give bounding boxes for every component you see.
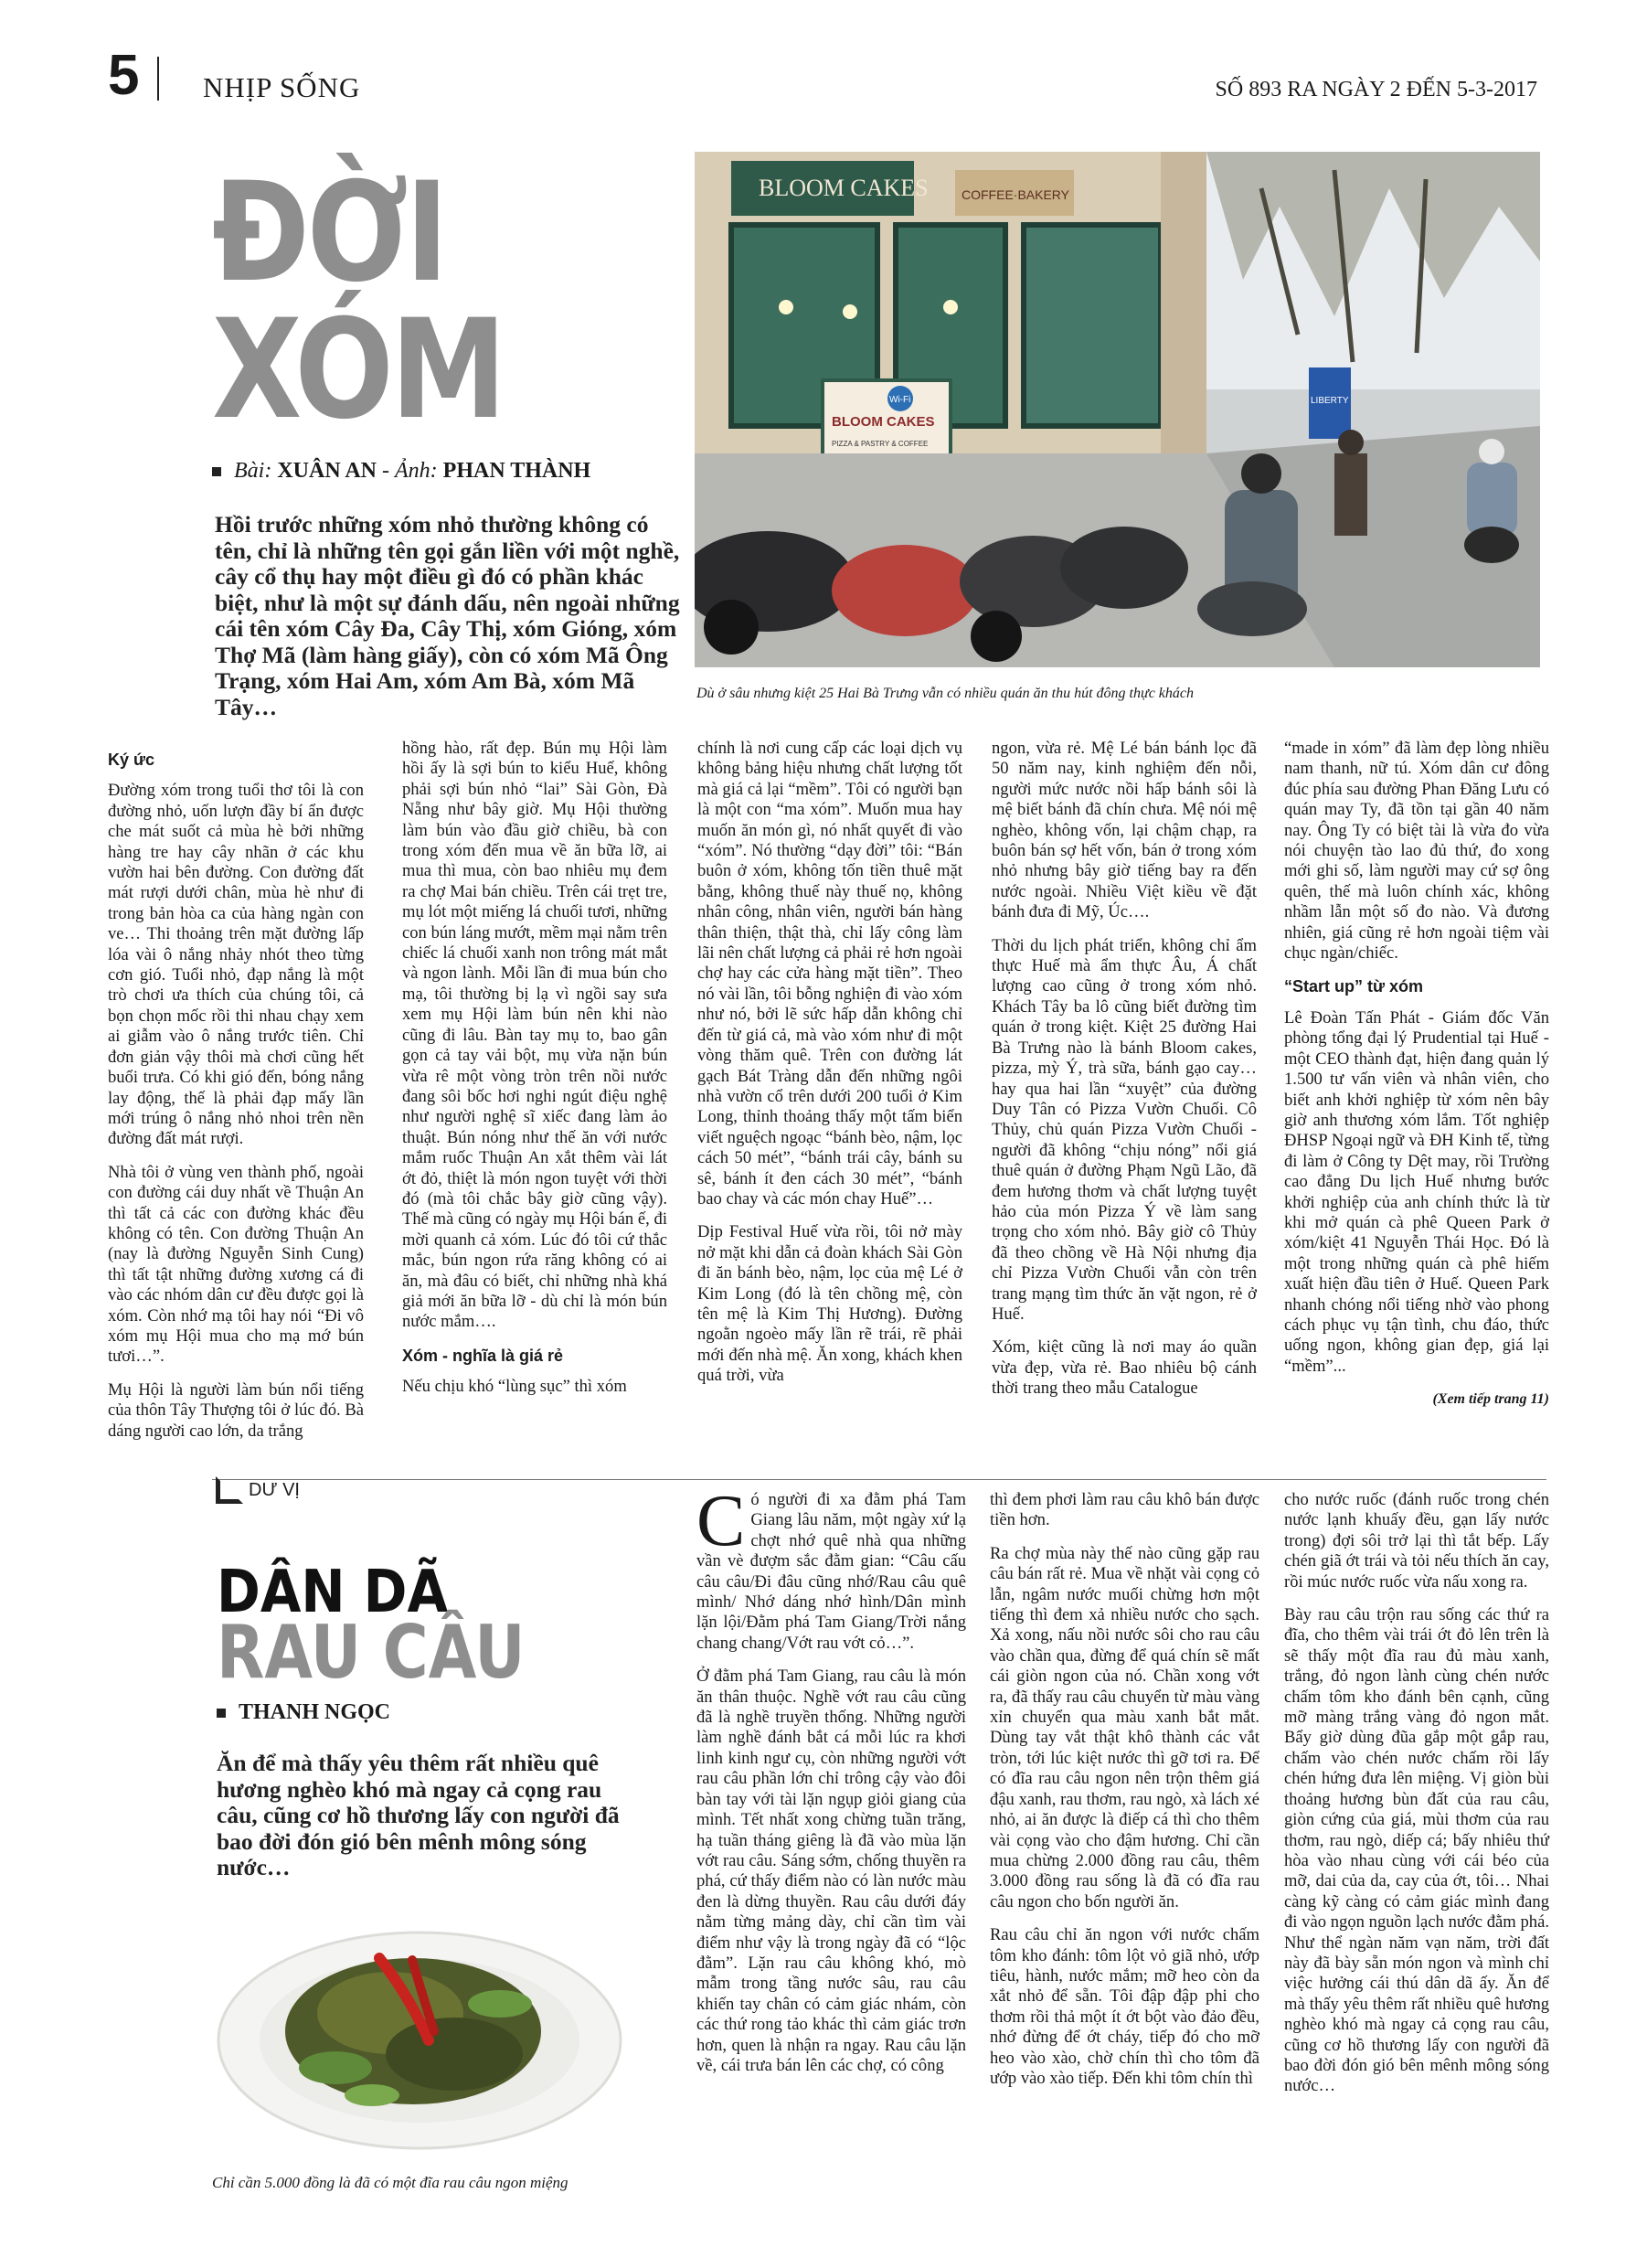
paragraph: cho nước ruốc (đánh ruốc trong chén nước lạnh khuấy đều, gạn lấy nước trong) đợi sôi trở lại thì tắt bếp. Lấy chén giã ớt trái và tỏi nếu thích ăn cay, rồi múc nước ruốc vừa nấu xong ra. xyxy=(1284,1490,1549,1592)
paragraph: Ra chợ mùa này thế nào cũng gặp rau câu bán rất rẻ. Mua về nhặt vài cọng cỏ lẫn, ngâm nước muối chừng hơn một tiếng thì đem xả nhiều nước cho sạch. Xả xong, nấu nồi nước sôi cho rau câu vào chần qua, đừng để quá chín sẽ mất cái giòn ngon của nó. Chần xong vớt ra, đã thấy rau câu chuyển từ màu vàng xỉn chuyển qua màu xanh bắt mắt. Dùng tay vắt thật khô thành các vắt tròn, tới lúc kiệt nước thì gỡ tơi ra. Để có đĩa rau câu ngon nên trộn thêm giá đậu xanh, rau thơm, rau ngò, xà lách xé nhỏ, ai ăn được là điếp cá thì cho thêm vài cọng vào cho đậm hương. Chỉ cần mua chừng 2.000 đồng rau câu, thêm 3.000 đồng rau sống là đã có đĩa rau câu ngon cho bốn người ăn. xyxy=(990,1543,1259,1911)
street-photo-illustration xyxy=(695,152,1540,667)
board-sub-text: PIZZA & PASTRY & COFFEE xyxy=(832,440,929,448)
coffee-sign-text: COFFEE·BAKERY xyxy=(962,187,1069,202)
header-divider xyxy=(157,57,159,101)
article-column-4 xyxy=(992,739,1257,1412)
article-title-line-2: XÓM xyxy=(212,291,504,450)
drop-cap: C xyxy=(696,1481,746,1561)
byline-prefix: Bài: xyxy=(234,459,272,483)
paragraph: “made in xóm” đã làm đẹp lòng nhiều nam thanh, nữ tú. Xóm dân cư đông đúc phía sau đường Phan Đăng Lưu có quán may Ty, đã tồn tại gần 40 năm nay. Ông Ty có biệt tài là vừa đo vừa nói chuyện tào lao đủ thứ, đo xong mới ghi số, làm người may cứ sợ ông quên, thế mà luôn chính xác, không nhầm lẫn một số đo nào. Và đương nhiên, giá cũng rẻ hơn ngoài tiệm vài chục ngàn/chiếc. xyxy=(1284,739,1549,964)
paragraph: Bày rau câu trộn rau sống các thứ ra đĩa, cho thêm vài trái ớt đỏ lên trên là sẽ thấy một đĩa rau đủ màu xanh, trắng, đỏ ngon lành cùng chén nước chấm tôm kho đánh bên cạnh, cũng mỡ màng trắng vàng đỏ ngon mắt. Bẩy giờ dùng đũa gắp một gắp rau, chấm vào chén nước chấm rồi lấy chén hứng đưa lên miệng. Vị giòn bùi thoảng hương bùn đất của rau câu, giòn cứng của giá, mùi thơm của rau thơm, rau ngò, diếp cá; bấy nhiêu thứ hòa vào nhau cùng với cái béo của mỡ, dai của da, cay của ớt, tôi… Nhai càng kỹ càng có cảm giác mình đang đi vào ngọn nguồn lạch nước đằm phá. Như thể ngàn năm vạn năm, trời đất này đã bày sẵn món ngon và mình chỉ việc hưởng cái thú dân dã ấy. Ăn để mà thấy yêu thêm rất nhiều quê hương nghèo khó mà ngay cả cọng rau câu, cũng cơ hồ thương lấy con người đã bao đời đón gió bên mênh mông sóng nước… xyxy=(1284,1605,1549,2096)
section-divider xyxy=(212,1479,1546,1480)
paragraph: thì đem phơi làm rau câu khô bán được tiền hơn. xyxy=(990,1490,1259,1530)
paragraph: Rau câu chỉ ăn ngon với nước chấm tôm kho đánh: tôm lột vỏ giã nhỏ, ướp tiêu, hành, nước mắm; mỡ heo còn da xắt nhỏ để sẵn. Tôi đập đập phi cho thơm rồi thả một ít ớt bột vào đảo đều, nhớ đừng để ớt cháy, tiếp đó cho mỡ heo vào xào, chờ chín thì cho tôm đã ướp vào xào tiếp. Đến khi tôm chín thì xyxy=(990,1925,1259,2088)
continued-note: (Xem tiếp trang 11) xyxy=(1432,1391,1549,1408)
column-label xyxy=(216,1476,300,1504)
paragraph: ngon, vừa rẻ. Mệ Lé bán bánh lọc đã 50 năm nay, kinh nghiệm đến nỗi, người mức nước nồi hấp bánh sôi là mệ biết bánh đã chín chưa. Mệ nói mệ nghèo, không vốn, lại chậm chạp, ra buôn bán sợ hết vốn, bán ở trong xóm nhỏ nhưng bây giờ tiếng bay ra đến nước ngoài. Nhiều Việt kiều về đặt bánh đưa đi Mỹ, Úc…. xyxy=(992,739,1257,922)
bullet-square-icon xyxy=(217,1709,226,1718)
article-byline xyxy=(212,459,590,484)
column-label-text: DƯ VỊ xyxy=(249,1479,300,1500)
subheading-ky-uc: Ký ức xyxy=(108,751,155,769)
seaweed-dish-photo xyxy=(217,1903,623,2161)
article-column-2 xyxy=(402,739,667,1411)
article-column-6 xyxy=(696,1481,966,2089)
paragraph: Nếu chịu khó “lùng sục” thì xóm xyxy=(402,1377,627,1397)
article-column-5 xyxy=(1284,739,1549,1411)
paragraph: Xóm, kiệt cũng là nơi may áo quần vừa đẹp, vừa rẻ. Bao nhiêu bộ cánh thời trang theo mẫu Catalogue xyxy=(992,1337,1257,1399)
shop-sign-text: BLOOM CAKES xyxy=(759,175,929,201)
article-column-1 xyxy=(108,750,364,1454)
article-column-3 xyxy=(697,739,962,1400)
bullet-square-icon xyxy=(212,467,221,476)
article-title-line-1: ĐỜI xyxy=(212,154,446,313)
corner-bracket-icon xyxy=(216,1476,243,1504)
board-sign-text: BLOOM CAKES xyxy=(832,414,935,430)
street-photo xyxy=(695,152,1540,667)
seaweed-dish-illustration xyxy=(217,1903,623,2161)
byline-photographer: PHAN THÀNH xyxy=(442,459,591,483)
paragraph: Thời du lịch phát triển, không chỉ ẩm thực Huế mà ẩm thực Âu, Á chất lượng cao cũng ở trong xóm nhỏ. Khách Tây ba lô cũng biết đường tìm quán ở trong kiệt. Kiệt 25 đường Hai Bà Trưng nào là bánh Bloom cakes, pizza, mỳ Ý, trà sữa, bánh gạo cay… hay qua hai lần “xuyệt” của đường Duy Tân có Pizza Vườn Chuối. Cô Thủy, chủ quán Pizza Vườn Chuối - người đã không “chịu nóng” nổi giá thuê quán ở đường Phạm Ngũ Lão, đã đem hương thơm và chất lượng tuyệt hảo của món Pizza Ý về làm sang trọng cho xóm nhỏ. Bây giờ cô Thủy đã theo chồng về Hà Nội nhưng địa chỉ Pizza Vườn Chuối vẫn còn trên trang mạng tìm thức ăn vặt ngon, rẻ ở Huế. xyxy=(992,935,1257,1324)
paragraph xyxy=(696,1481,966,1654)
article-column-7 xyxy=(990,1490,1259,2102)
byline-author: XUÂN AN xyxy=(277,459,377,483)
paragraph: chính là nơi cung cấp các loại dịch vụ không bảng hiệu nhưng chất lượng tốt mà giá cả lại “mềm”. Tôi có người bạn là một con “ma xóm”. Muốn mua hay muốn ăn món gì, nó nhất quyết đi vào “xóm”. Nó thường “dạy đời” tôi: “Bán buôn ở xóm, không tốn tiền thuê mặt bằng, không thuế này thuế nọ, không nhân công, nhân viên, người bán hàng thân thiện, thật thà, chỉ lấy công làm lãi nên chất lượng cả phải rẻ hơn ngoài chợ hay các cửa hàng mặt tiền”. Theo nó vài lần, tôi bỗng nghiện đi vào xóm như nó, bởi lẽ sức hấp dẫn không chỉ đến từ giá cả, mà vào xóm như đi một vòng thăm quê. Trên con đường lát gạch Bát Tràng dẫn đến những ngôi nhà vườn cổ trên dưới 200 tuổi ở Kim Long, thỉnh thoảng thấy một tấm biển viết nguệch ngoạc “bánh bèo, nậm, lọc cách 50 mét”, “bánh trái cây, bánh su sê, bánh ít đen cách 30 mét”, “bánh bao chay và các món chay Huế”… xyxy=(697,739,962,1209)
paragraph: Nhà tôi ở vùng ven thành phố, ngoài con đường cái duy nhất về Thuận An thì tất cả các con đường khác đều không có tên. Con đường Thuận An (nay là đường Nguyễn Sinh Cung) thì tất tật những đường xương cá đi vào các nhóm dân cư đều được gọi là xóm. Còn nhớ mạ tôi hay nói “Đi vô xóm mụ Hội mua cho mạ mớ bún tươi…”. xyxy=(108,1162,364,1367)
subheading-start-up: “Start up” từ xóm xyxy=(1284,977,1424,996)
paragraph-text: ó người đi xa đằm phá Tam Giang lâu năm, một ngày xứ lạ chợt nhớ quê nhà qua những vần vè đượm sắc đằm gian: “Câu cấu câu câu/Đi đâu cũng nhớ/Rau câu quê mình/ Nhớ dáng nhớ hình/Dân mình lặn lội/Đằm phá Tam Giang/Trời nắng chang chang/Vớt rau vớt cỏ…”. xyxy=(696,1490,966,1653)
article-title-line-1: DÂN DÃ xyxy=(217,1559,449,1626)
subheading-xom-gia-re: Xóm - nghĩa là giá rẻ xyxy=(402,1346,564,1365)
article-lead: Ăn để mà thấy yêu thêm rất nhiều quê hương nghèo khó mà ngay cả cọng rau câu, cũng cơ hồ thương lấy con người đã bao đời đón gió bên mênh mông sóng nước… xyxy=(217,1750,620,1880)
paragraph: Ở đằm phá Tam Giang, rau câu là món ăn thân thuộc. Nghề vớt rau câu cũng đã là nghề truyền thống. Những người làm nghề đánh bắt cá mỗi lúc ra khơi linh kinh ngư cụ, còn những người vớt rau câu phần lớn chỉ trông cậy vào đôi bàn tay với tài lặn ngụp giỏi giang của mình. Tết nhất xong chừng tuần trăng, hạ tuần tháng giêng là đã vào mùa lặn vớt rau câu. Sáng sớm, chống thuyền ra phá, cứ thấy điểm nào có làn nước màu đen là dừng thuyền. Rau câu dưới đáy nằm từng mảng dày, chỉ cần tìm vài điểm như vậy là trong ngày đã có “lộc đằm”. Lặn rau câu không khó, mò mẫm trong tầng nước sâu, rau câu khiến tay chân có cảm giác nhám, còn các thứ rong tảo khác thì cảm giác trơn hơn, quen là nhận ra ngay. Rau câu lặn về, cái trưa bán lên các chợ, có công xyxy=(696,1666,966,2075)
page-number: 5 xyxy=(108,44,140,107)
byline-photo-prefix: - Ảnh: xyxy=(377,459,438,483)
article-lead: Hồi trước những xóm nhỏ thường không có tên, chỉ là những tên gọi gắn liền với một nghề, cây cổ thụ hay một điều gì đó có phần khác biệt, như là một sự đánh dấu, nên ngoài những cái tên xóm Cây Đa, Cây Thị, xóm Gióng, xóm Thợ Mã (làm hàng giấy), còn có xóm Mã Ông Trạng, xóm Hai Am, xóm Am Bà, xóm Mã Tây… xyxy=(215,511,680,720)
wifi-sign-text: Wi-Fi xyxy=(889,395,911,405)
article-title-line-2: RAU CÂU xyxy=(217,1610,526,1695)
article-column-8 xyxy=(1284,1490,1549,2110)
paragraph: Dịp Festival Huế vừa rồi, tôi nở mày nở mặt khi dẫn cả đoàn khách Sài Gòn đi ăn bánh bèo, nậm, lọc của mệ Lé ở Kim Long (đó là tên chồng mệ, còn tên mệ là Kim Thị Hương). Đường ngoằn ngoèo mấy lần rẽ trái, rẽ phải mới đến nhà mệ. Ăn xong, khách khen quá trời, vừa xyxy=(697,1222,962,1386)
paragraph: Đường xóm trong tuổi thơ tôi là con đường nhỏ, uốn lượn đầy bí ẩn được che mát suốt cả mùa hè bởi những hàng tre hay cây nhãn ở các khu vườn hai bên đường. Con đường đất mát rượi dưới chân, mùa hè như đi trong bản hòa ca của hàng ngàn con ve… Thi thoảng trên mặt đường lấp lóa vài ô nắng nhảy nhót theo từng cơn gió. Tuổi nhỏ, đạp nắng là một trò chơi ưa thích của chúng tôi, cả bọn chọn mốc rồi thi nhau chạy xem ai giẫm vào ô nắng trước tiên. Chỉ đơn giản vậy thôi mà chơi cũng hết buổi trưa. Có khi gió đến, bóng nắng lay động, thế là phải đạp mấy lần mới trúng ô nắng nhỏ nhoi trên nền đường đất mát rượi. xyxy=(108,781,364,1149)
section-name: NHỊP SỐNG xyxy=(203,71,361,103)
article-byline xyxy=(217,1700,390,1725)
paragraph: hồng hào, rất đẹp. Bún mụ Hội làm hồi ấy là sợi bún to kiểu Huế, không phải sợi bún nhỏ “lai” Sài Gòn, Đà Nẵng như bây giờ. Mụ Hội thường làm bún vào đầu giờ chiều, bà con trong xóm đến mua về ăn bữa lỡ, ai mua thì mua, còn bao nhiêu mụ đem ra chợ Mai bán chiều. Trên cái trẹt tre, mụ lót một miếng lá chuối tươi, những con bún láng mướt, mềm mại nằm trên chiếc lá chuối xanh non trông mát mắt và ngon lành. Mỗi lần đi mua bún cho mạ, tôi thường bị lạ vì ngồi say sưa xem mụ Hội làm bún nên khi nào cũng đi lâu. Bàn tay mụ to, bao gân gọn cả tay vải bột, mụ vừa nặn bún vừa rê một vòng tròn trên nồi nước đang sôi bốc hơi nghi ngút điệu nghệ như người nghệ sĩ xiếc đang làm ảo thuật. Bún nóng như thế ăn với nước mắm ruốc Thuận An xắt thêm vài lát ớt đỏ, thiệt là món ngon tuyệt với thời đó (mà tôi chắc bây giờ cũng vậy). Thế mà cũng có ngày mụ Hội bán ế, đi mời quanh cả xóm. Lúc đó tôi cứ thắc mắc, bún ngon rứa răng không có ai ăn, mà đâu có biết, chỉ những nhà khá giả mới ăn bữa lỡ - dù chỉ là món bún nước mắm…. xyxy=(402,739,667,1332)
paragraph: Mụ Hội là người làm bún nổi tiếng của thôn Tây Thượng tôi ở lúc đó. Bà dáng người cao lớn, da trắng xyxy=(108,1379,364,1441)
issue-info: SỐ 893 RA NGÀY 2 ĐẾN 5-3-2017 xyxy=(1215,78,1537,101)
byline-author: THANH NGỌC xyxy=(239,1700,391,1724)
photo-caption: Chỉ cần 5.000 đồng là đã có một đĩa rau câu ngon miệng xyxy=(212,2174,568,2191)
paragraph: Lê Đoàn Tấn Phát - Giám đốc Văn phòng tổng đại lý Prudential tại Huế - một CEO thành đạt, hiện đang quản lý 1.500 tư vấn viên và nhân viên, cho biết anh khởi nghiệp từ xóm nên bây giờ anh thương xóm lắm. Tốt nghiệp ĐHSP Ngoại ngữ và ĐH Kinh tế, từng đi làm ở Công ty Dệt may, rồi Trường cao đẳng Du lịch Huế nhưng bước khởi nghiệp của anh chính thức là từ khi mở quán cà phê Queen Park ở xóm/kiệt 41 Nguyễn Thái Học. Đó là một trong những quán cà phê hiếm xuất hiện đầu tiên ở Huế. Queen Park nhanh chóng nổi tiếng nhờ vào phong cách phục vụ tận tình, chu đáo, thức uống ngon, không gian đẹp, giá lại “mềm”... xyxy=(1284,1007,1549,1376)
photo-caption: Dù ở sâu nhưng kiệt 25 Hai Bà Trưng vẫn có nhiều quán ăn thu hút đông thực khách xyxy=(696,686,1194,701)
liberty-sign-text: LIBERTY xyxy=(1311,396,1349,406)
